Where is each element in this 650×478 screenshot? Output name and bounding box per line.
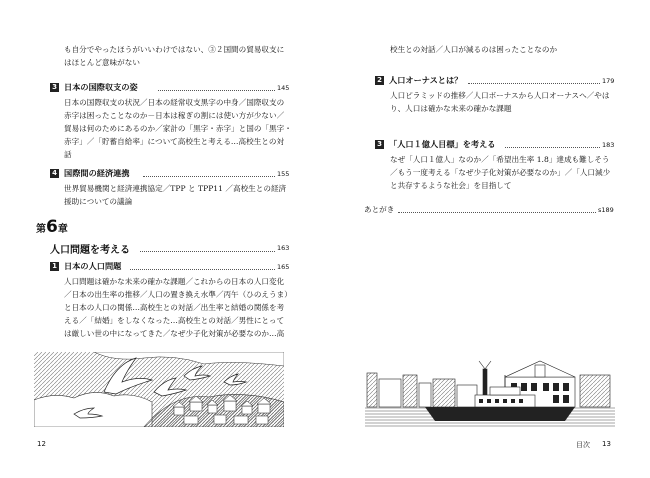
- section-4-heading: [50, 167, 130, 180]
- section-4-desc: [64, 182, 286, 208]
- section-number: 2: [375, 76, 384, 85]
- page-ref: 179: [602, 77, 615, 85]
- left-page-number: 12: [37, 440, 46, 448]
- right-page-number: 13: [602, 440, 611, 448]
- desc-line: 人口問題は確かな未来の確かな課題／これからの日本の人口変化: [64, 277, 285, 286]
- desc-line: 赤字」／「貯蓄自給率」について高校生と考える…高校生との対: [64, 137, 285, 146]
- section-2-desc: [390, 89, 609, 115]
- chapter-title: 人口問題を考える: [50, 245, 130, 256]
- intro-line-2: はほとんど意味がない: [64, 58, 140, 67]
- desc-line: なぜ「人口１億人」なのか／「希望出生率 1.8」達成も難しそう: [390, 155, 610, 164]
- page-ref: 165: [277, 263, 290, 271]
- desc-line: える／「結婚」をしなくなった…高校生との対話／男性にとって: [64, 316, 285, 325]
- section-1-heading: [50, 260, 121, 273]
- harbor-illustration: [365, 355, 615, 427]
- chapter-prefix: 第: [36, 224, 46, 235]
- desc-line: 日本の国際収支の状況／日本の経常収支黒字の中身／国際収支の: [64, 98, 285, 107]
- desc-line: 貿易は何のためにあるのか／家計の「黒字・赤字」と国の「黒字・: [64, 124, 292, 133]
- leader-dots: [130, 269, 275, 270]
- leader-dots: [398, 212, 596, 213]
- chapter-suffix: 章: [57, 224, 68, 235]
- page-ref: 183: [602, 141, 615, 149]
- desc-line: 世界貿易機関と経済連携協定／TPP と TPP11 ／高校生との経済: [64, 184, 287, 193]
- desc-line: 援助についての議論: [64, 197, 133, 206]
- desc-line: ／日本の出生率の推移／人口の置き換え水準／丙午（ひのえうま）: [64, 290, 292, 299]
- section-number: 3: [375, 140, 384, 149]
- section-3-heading-right: [375, 138, 495, 151]
- section-3-desc-right: [390, 153, 610, 192]
- section-3-heading: [50, 81, 138, 94]
- desc-line: と日本の人口の関係…高校生との対話／出生率と結婚の関係を考: [64, 303, 285, 312]
- section-2-heading: [375, 74, 462, 87]
- right-intro-line: 校生との対話／人口が減るのは困ったことなのか: [390, 45, 558, 54]
- page-ref: 145: [277, 84, 290, 92]
- leader-dots: [140, 251, 275, 252]
- desc-line: 話: [64, 150, 72, 159]
- leader-dots: [468, 83, 600, 84]
- leader-dots: [143, 176, 275, 177]
- footer-label: 目次: [576, 441, 590, 449]
- desc-line: り、人口は確かな未来の確かな課題: [390, 104, 512, 113]
- page-ref: 163: [277, 244, 290, 252]
- section-1-desc: [64, 275, 292, 340]
- section-title: 人口オーナスとは？: [389, 75, 463, 85]
- birds-town-illustration: [34, 352, 284, 427]
- chapter-label: [36, 217, 68, 237]
- section-number: 1: [50, 262, 59, 271]
- page-ref: s189: [598, 206, 614, 214]
- section-title: 日本の国際収支の姿: [64, 82, 138, 92]
- page-ref: 155: [277, 170, 290, 178]
- chapter-number: 6: [46, 217, 58, 237]
- section-3-desc: [64, 96, 292, 161]
- desc-line: は厳しい世の中になってきた／なぜ少子化対策が必要なのか…高: [64, 329, 285, 338]
- section-title: 国際間の経済連携: [64, 168, 130, 178]
- desc-line: 赤字は困ったことなのか－日本は稼ぎの割には使い方が少ない／: [64, 111, 285, 120]
- intro-line-1: も自分でやったほうがいいわけではない、③２国間の貿易収支に: [64, 45, 285, 54]
- leader-dots: [158, 90, 275, 91]
- section-title: 日本の人口問題: [64, 261, 122, 271]
- section-number: 4: [50, 169, 59, 178]
- afterword-title: あとがき: [364, 205, 395, 214]
- desc-line: 人口ピラミッドの推移／人口ボーナスから人口オーナスへ／やは: [390, 91, 610, 100]
- section-number: 3: [50, 83, 59, 92]
- desc-line: と共存するような社会」を目指して: [390, 181, 512, 190]
- section-title: 「人口１億人目標」を考える: [389, 139, 496, 149]
- leader-dots: [505, 147, 600, 148]
- desc-line: ／もう一度考える「なぜ少子化対策が必要なのか」／「人口減少: [390, 168, 611, 177]
